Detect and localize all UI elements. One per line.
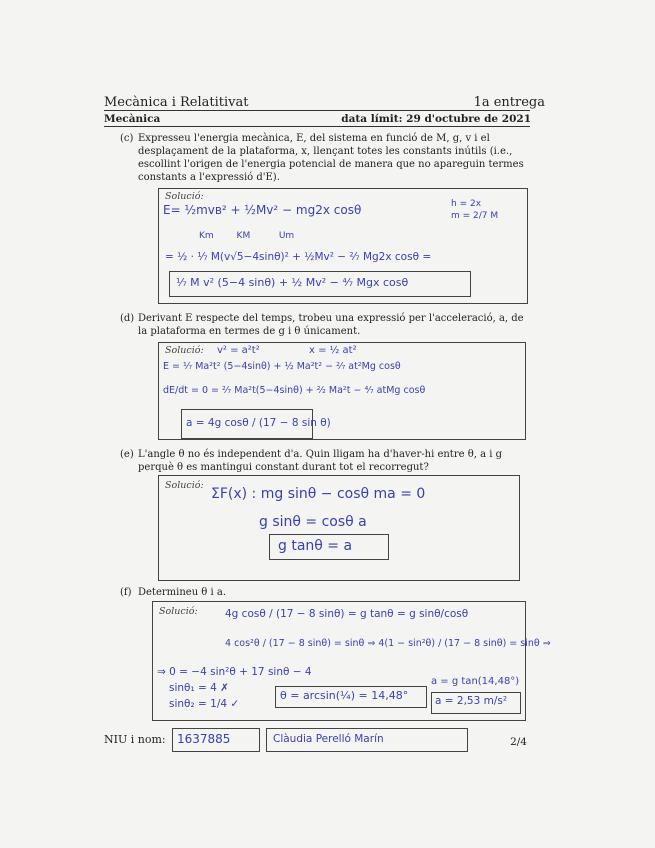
solution-box-f [152, 601, 551, 721]
header-rule [104, 110, 530, 111]
acceleration-result: a = 4g cosθ / (17 − 8 sin θ) [186, 417, 331, 429]
question-e [120, 448, 528, 474]
angle-substitution: 4 cos²θ / (17 − 8 sinθ) = sinθ ⇒ 4(1 − sin²θ) / (17 − 8 sinθ) = sinθ ⇒ [225, 638, 551, 649]
quadratic-equation: ⇒ 0 = −4 sin²θ + 17 sinθ − 4 [157, 666, 312, 678]
acceleration-formula: a = g tan(14,48°) [431, 676, 520, 687]
solution-box-d [158, 342, 526, 440]
final-acceleration-box [431, 692, 521, 714]
mass-relation: m = 2/7 M [451, 211, 499, 221]
energy-result-box [169, 271, 471, 297]
question-letter: (c) [120, 133, 134, 144]
name-value: Clàudia Perelló Marín [273, 733, 384, 745]
deadline: data límit: 29 d'octubre de 2021 [341, 113, 531, 125]
final-acceleration: a = 2,53 m/s² [435, 695, 508, 707]
angle-result: θ = arcsin(¼) = 14,48° [280, 689, 409, 702]
question-text: L'angle θ no és independent d'a. Quin lligam ha d'haver-hi entre θ, a i g perquè θ es mantingui constant durant tot el recorregut? [138, 449, 503, 473]
question-c [120, 132, 528, 184]
subheader-rule [104, 126, 530, 127]
question-letter: (f) [120, 587, 132, 598]
niu-value: 1637885 [177, 732, 231, 746]
angle-equation: 4g cosθ / (17 − 8 sinθ) = g tanθ = g sinθ/cosθ [225, 608, 469, 620]
question-text: Derivant E respecte del temps, trobeu una expressió per l'acceleració, a, de la plataforma en termes de g i θ únicament. [138, 313, 524, 337]
page-number: 2/4 [510, 736, 527, 748]
energy-term-labels: Km KM Um [199, 231, 295, 241]
solution-label: Solució: [165, 191, 204, 202]
angle-result-box [275, 686, 427, 708]
energy-result: ⅐ M v² (5−4 sinθ) + ½ Mv² − ⁴⁄₇ Mgx cosθ [176, 276, 409, 289]
position-relation: x = ½ at² [309, 345, 357, 356]
assignment-title: 1a entrega [473, 95, 545, 110]
solution-label: Solució: [165, 345, 204, 356]
question-d [120, 312, 528, 338]
solution-label: Solució: [165, 480, 204, 491]
acceleration-result-box [181, 409, 331, 439]
solution-box-c [158, 188, 528, 304]
solution-box-e [158, 475, 520, 581]
energy-substitution: = ½ · ⅐ M(v√5−4sinθ)² + ½Mv² − ²⁄₇ Mg2x cosθ = [165, 251, 432, 263]
energy-derivative: dE/dt = 0 = ²⁄₇ Ma²t(5−4sinθ) + ²⁄₂ Ma²t − ⁴⁄₇ atMg cosθ [163, 385, 426, 396]
solution-label: Solució: [159, 606, 198, 617]
course-title: Mecànica i Relatitivat [104, 95, 249, 110]
niu-label: NIU i nom: [104, 733, 166, 746]
name-field [266, 728, 468, 752]
energy-expression: E= ½mvʙ² + ½Mv² − mg2x cosθ [163, 203, 362, 217]
relation-result: g tanθ = a [278, 538, 353, 554]
question-text: Determineu θ i a. [138, 587, 227, 598]
root-two: sinθ₂ = 1/4 ✓ [169, 698, 240, 710]
question-letter: (e) [120, 449, 134, 460]
force-simplified: g sinθ = cosθ a [259, 514, 367, 530]
force-balance: ΣF(x) : mg sinθ − cosθ ma = 0 [211, 486, 426, 502]
section-title: Mecànica [104, 113, 161, 125]
energy-in-time: E = ⅐ Ma²t² (5−4sinθ) + ½ Ma²t² − ²⁄₇ at²Mg cosθ [163, 361, 401, 372]
question-f [120, 586, 528, 599]
niu-field [172, 728, 260, 752]
velocity-relation: v² = a²t² [217, 345, 260, 356]
question-text: Expresseu l'energia mecànica, E, del sistema en funció de M, g, v i el desplaçament de la plataforma, x, llençant totes les constants inútils (i.e., escollint l'origen de l'energia potencial de manera que no apareguin termes constants a l'expressió d'E). [138, 133, 524, 183]
relation-result-box [269, 534, 389, 560]
question-letter: (d) [120, 313, 135, 324]
root-one: sinθ₁ = 4 ✗ [169, 682, 229, 694]
height-relation: h = 2x [451, 199, 482, 209]
